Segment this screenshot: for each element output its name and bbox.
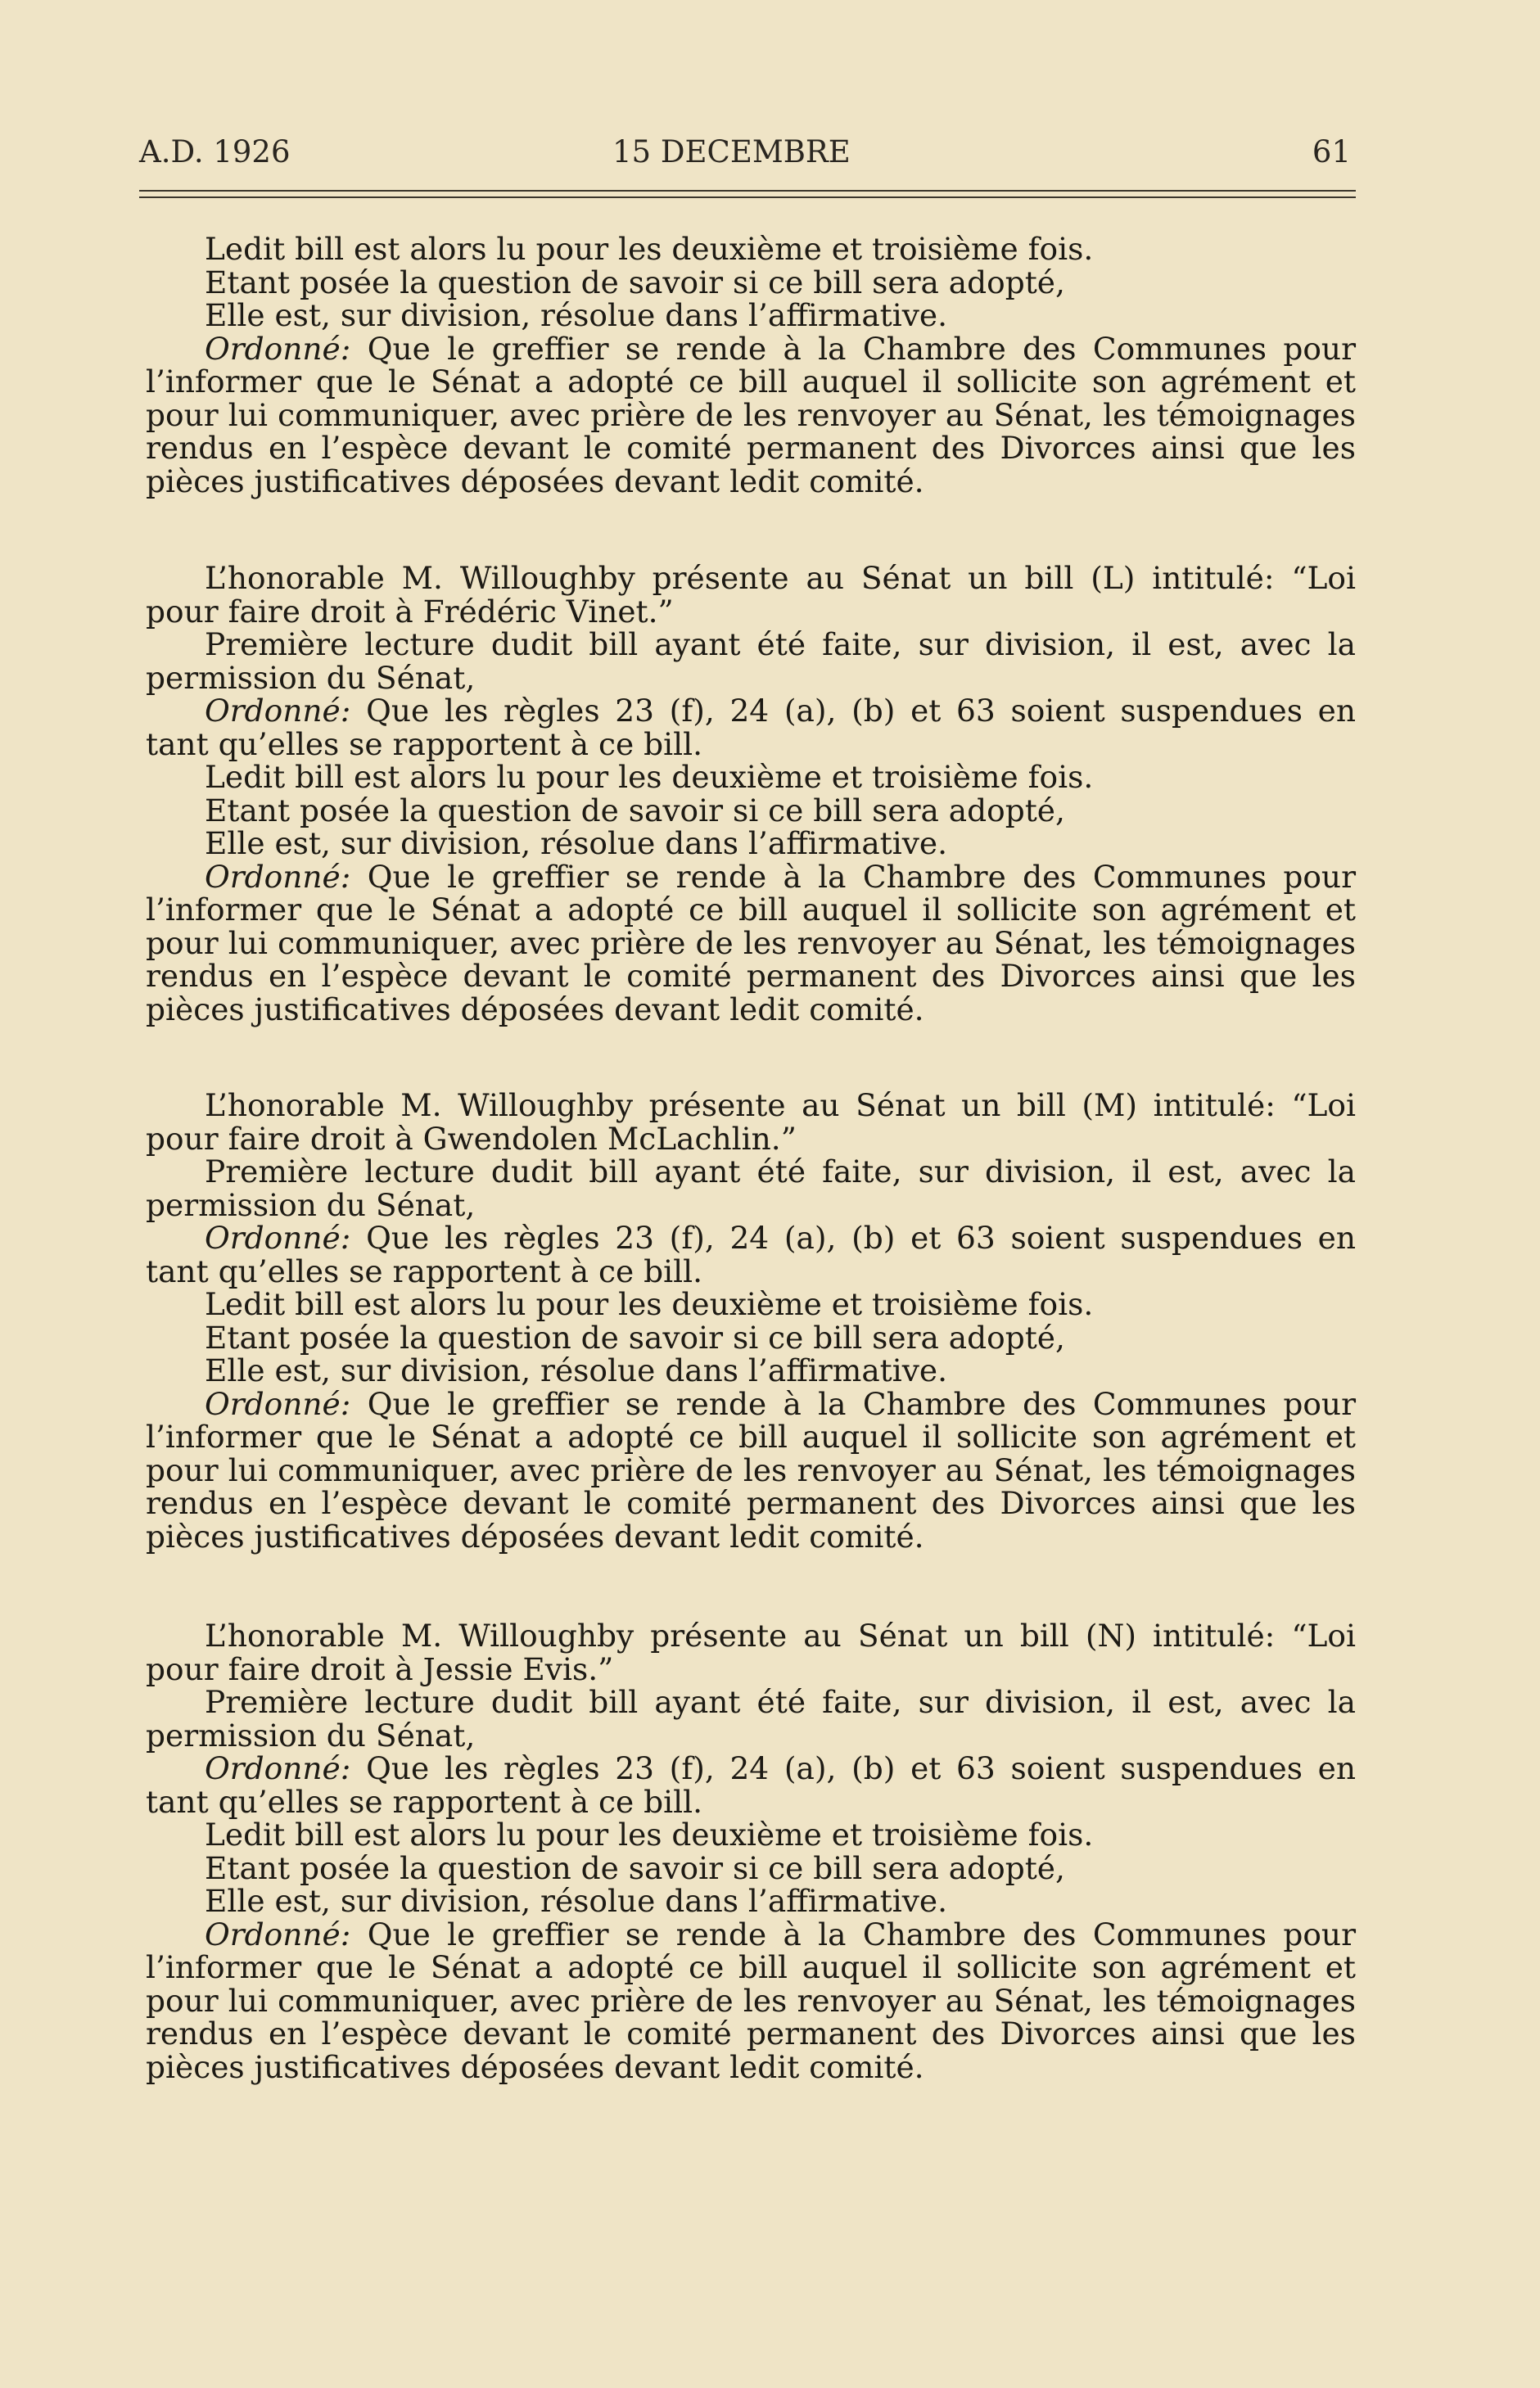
reading-paragraph: Ledit bill est alors lu pour les deuxième et troisième fois. — [205, 1286, 1094, 1322]
first-reading-paragraph: Première lecture dudit bill ayant été faite, sur division, il est, avec la permission du Sénat, — [146, 1153, 1356, 1223]
page-number: 61 — [1312, 134, 1351, 169]
order-text: Que le greffier se rende à la Chambre des Communes pour l’informer que le Sénat a adopté ce bill auquel il sollicite son agrément et pour lui communiquer, avec prière de les renvoyer au Sénat, les témoignages rendus en l’espèce devant le comité permanent des Divorces ainsi que les pièces justificatives déposées devant ledit comité. — [146, 1385, 1357, 1555]
order-text: Que le greffier se rende à la Chambre des Communes pour l’informer que le Sénat a adopté ce bill auquel il sollicite son agrément et pour lui communiquer, avec prière de les renvoyer au Sénat, les témoignages rendus en l’espèce devant le comité permanent des Divorces ainsi que les pièces justificatives déposées devant ledit comité. — [146, 858, 1357, 1027]
header-rule-top — [139, 190, 1356, 192]
reading-paragraph: Ledit bill est alors lu pour les deuxième et troisième fois. — [205, 1817, 1094, 1853]
rules-text: Que les règles 23 (f), 24 (a), (b) et 63 soient suspendues en tant qu’elles se rapportent à ce bill. — [146, 1750, 1356, 1820]
first-reading-paragraph: Première lecture dudit bill ayant été faite, sur division, il est, avec la permission du Sénat, — [146, 1684, 1356, 1754]
order-paragraph — [146, 1385, 1357, 1555]
question-paragraph: Etant posée la question de savoir si ce bill sera adopté, — [205, 264, 1065, 300]
header-year: A.D. 1926 — [139, 134, 291, 169]
rules-paragraph — [146, 1752, 1356, 1818]
order-paragraph — [146, 332, 1356, 499]
header-date: 15 DECEMBRE — [612, 134, 851, 169]
rules-text: Que les règles 23 (f), 24 (a), (b) et 63 soient suspendues en tant qu’elles se rapportent à ce bill. — [146, 693, 1356, 762]
result-paragraph: Elle est, sur division, résolue dans l’affirmative. — [205, 1352, 948, 1388]
order-label: Ordonné: — [205, 858, 351, 895]
result-paragraph: Elle est, sur division, résolue dans l’affirmative. — [205, 297, 948, 333]
order-paragraph — [146, 1918, 1356, 2084]
running-header — [139, 123, 1351, 188]
order-label: Ordonné: — [205, 330, 351, 367]
section-bill-k-continuation — [146, 232, 1356, 498]
question-paragraph: Etant posée la question de savoir si ce bill sera adopté, — [205, 1319, 1065, 1356]
order-label: Ordonné: — [205, 1385, 351, 1422]
rules-paragraph — [146, 1221, 1356, 1288]
order-label: Ordonné: — [205, 1916, 351, 1952]
result-paragraph: Elle est, sur division, résolue dans l’affirmative. — [205, 825, 948, 861]
rules-paragraph — [146, 694, 1356, 761]
intro-paragraph: L’honorable M. Willoughby présente au Sénat un bill (L) intitulé: “Loi pour faire droit à Frédéric Vinet.” — [146, 560, 1356, 630]
question-paragraph: Etant posée la question de savoir si ce bill sera adopté, — [205, 1849, 1065, 1886]
reading-paragraph: Ledit bill est alors lu pour les deuxième et troisième fois. — [205, 759, 1094, 795]
intro-paragraph: L’honorable M. Willoughby présente au Sénat un bill (N) intitulé: “Loi pour faire droit à Jessie Evis.” — [146, 1618, 1356, 1687]
section-bill-m — [146, 1089, 1356, 1553]
section-bill-l — [146, 562, 1356, 1026]
rules-label: Ordonné: — [205, 1220, 351, 1256]
result-paragraph: Elle est, sur division, résolue dans l’affirmative. — [205, 1883, 948, 1919]
section-bill-n — [146, 1619, 1356, 2083]
rules-label: Ordonné: — [205, 1750, 351, 1786]
reading-paragraph: Ledit bill est alors lu pour les deuxième et troisième fois. — [205, 231, 1094, 267]
first-reading-paragraph: Première lecture dudit bill ayant été faite, sur division, il est, avec la permission du Sénat, — [146, 626, 1356, 696]
order-paragraph — [146, 860, 1356, 1027]
intro-paragraph: L’honorable M. Willoughby présente au Sénat un bill (M) intitulé: “Loi pour faire droit à Gwendolen McLachlin.” — [146, 1087, 1356, 1157]
order-text: Que le greffier se rende à la Chambre des Communes pour l’informer que le Sénat a adopté ce bill auquel il sollicite son agrément et pour lui communiquer, avec prière de les renvoyer au Sénat, les témoignages rendus en l’espèce devant le comité permanent des Divorces ainsi que les pièces justificatives déposées devant ledit comité. — [146, 1916, 1357, 2085]
header-rule-bottom — [139, 196, 1356, 198]
rules-text: Que les règles 23 (f), 24 (a), (b) et 63 soient suspendues en tant qu’elles se rapportent à ce bill. — [146, 1220, 1356, 1289]
question-paragraph: Etant posée la question de savoir si ce bill sera adopté, — [205, 792, 1065, 828]
order-text: Que le greffier se rende à la Chambre des Communes pour l’informer que le Sénat a adopté ce bill auquel il sollicite son agrément et pour lui communiquer, avec prière de les renvoyer au Sénat, les témoignages rendus en l’espèce devant le comité permanent des Divorces ainsi que les pièces justificatives déposées devant ledit comité. — [146, 330, 1357, 499]
rules-label: Ordonné: — [205, 693, 351, 729]
